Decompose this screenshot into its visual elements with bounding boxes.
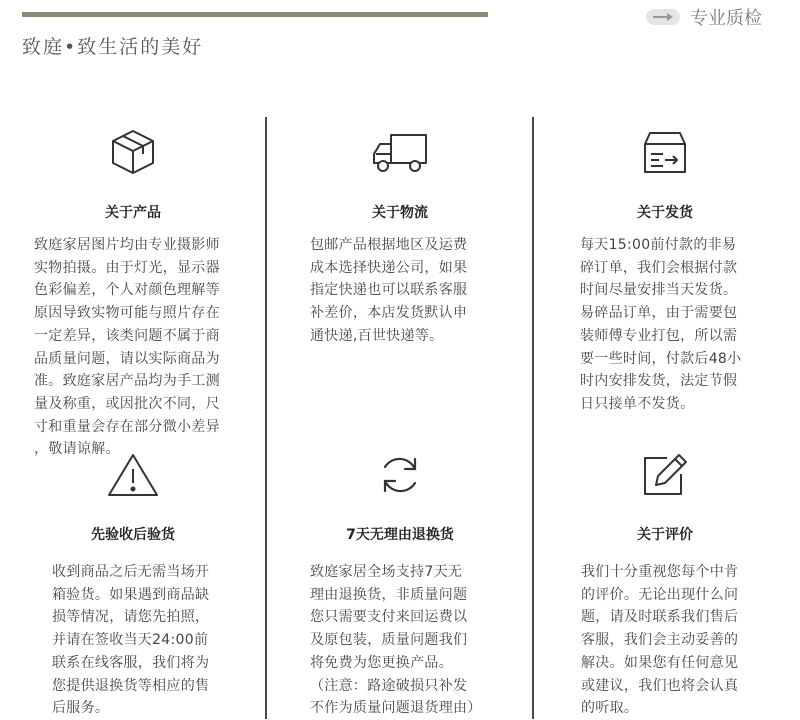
card-text-line: 解决。如果您有任何意见 — [581, 654, 739, 671]
card-text-line: 并请在签收当天24:00前 — [52, 632, 209, 649]
card-text-line: 我们十分重视您每个中肯 — [581, 564, 739, 580]
brand-slogan: 致庭•致生活的美好 — [22, 36, 204, 58]
section-label-text: 专业质检 — [690, 8, 762, 29]
card-text-line: 装师傅专业打包，所以需 — [580, 327, 738, 344]
warning-icon — [19, 452, 247, 498]
card-text — [310, 561, 520, 720]
card-text-line: 或建议，我们也将会认真 — [581, 677, 739, 694]
card-text-line: 时内安排发货，法定节假 — [580, 373, 738, 390]
card-text-line: 色彩偏差，个人对颜色理解等 — [34, 282, 220, 299]
card-text-line: 通快递,百世快递等。 — [310, 327, 444, 344]
card-text-line: 实物拍摄。由于灯光，显示器 — [34, 259, 220, 276]
card-text-line: ，敬请谅解。 — [34, 441, 120, 458]
column-divider — [532, 117, 534, 719]
card-text-line: （注意：路途破损只补发 — [310, 677, 468, 694]
card-text-line: 的听取。 — [581, 700, 639, 717]
card-text-line: 致庭家居全场支持7天无 — [310, 564, 463, 580]
refresh-icon — [286, 452, 514, 498]
card-text-line: 将免费为您更换产品。 — [310, 654, 453, 671]
card-title: 关于产品 — [105, 205, 161, 221]
card-text-line: 及原包装，质量问题我们 — [310, 632, 468, 649]
card-review — [551, 0, 779, 719]
card-title: 关于物流 — [372, 205, 428, 221]
card-text-line: 一定差异，该类问题不属于商 — [34, 327, 220, 344]
card-text-line: 联系在线客服，我们将为 — [52, 654, 210, 671]
card-text-line: 箱验货。如果遇到商品缺 — [52, 586, 210, 603]
card-text-line: 包邮产品根据地区及运费 — [310, 237, 468, 253]
card-text-line: 碎订单，我们会根据付款 — [580, 259, 738, 276]
card-title: 先验收后验货 — [91, 527, 175, 543]
card-text — [52, 561, 247, 720]
card-text-line: 客服，我们会主动妥善的 — [581, 632, 739, 649]
card-title: 关于评价 — [637, 527, 693, 543]
card-text-line: 准。致庭家居产品均为手工测 — [34, 373, 220, 390]
card-text-line: 您提供退换货等相应的售 — [52, 677, 210, 694]
edit-icon — [551, 452, 779, 498]
card-text-line: 题，请及时联系我们售后 — [581, 609, 739, 626]
card-inspection — [19, 0, 247, 719]
card-text-line: 的评价。无论出现什么问 — [581, 586, 739, 603]
card-text-line: 补差价，本店发货默认申 — [310, 305, 468, 322]
card-text-line: 成本选择快递公司，如果 — [310, 259, 468, 276]
card-text-line: 致庭家居图片均由专业摄影师 — [34, 237, 220, 253]
card-text-line: 不作为质量问题退货理由） — [310, 700, 482, 717]
card-text-line: 每天15:00前付款的非易 — [580, 237, 737, 253]
card-text-line: 品质量问题，请以实际商品为 — [34, 350, 220, 367]
card-text-line: 原因导致实物可能与照片存在 — [34, 305, 220, 322]
card-return — [286, 0, 514, 719]
card-title: 7天无理由退换货 — [346, 527, 454, 543]
card-title: 关于发货 — [637, 205, 693, 221]
card-text-line: 后服务。 — [52, 700, 110, 717]
card-text-line: 指定快递也可以联系客服 — [310, 282, 468, 299]
card-text-line: 时间尽量安排当天发货。 — [580, 282, 738, 299]
card-text-line: 量及称重，或因批次不同，尺 — [34, 395, 220, 412]
card-text-line: 收到商品之后无需当场开 — [52, 564, 210, 580]
card-text-line: 日只接单不发货。 — [580, 395, 695, 412]
column-divider — [265, 117, 267, 719]
card-text-line: 您只需要支付来回运费以 — [310, 609, 468, 626]
card-text — [581, 561, 781, 720]
card-text-line: 理由退换货，非质量问题 — [310, 586, 468, 603]
card-text-line: 易碎品订单，由于需要包 — [580, 305, 738, 322]
card-text-line: 寸和重量会存在部分微小差异 — [34, 418, 220, 435]
card-text-line: 要一些时间，付款后48小 — [580, 350, 742, 367]
card-text-line: 损等情况，请您先拍照， — [52, 609, 210, 626]
